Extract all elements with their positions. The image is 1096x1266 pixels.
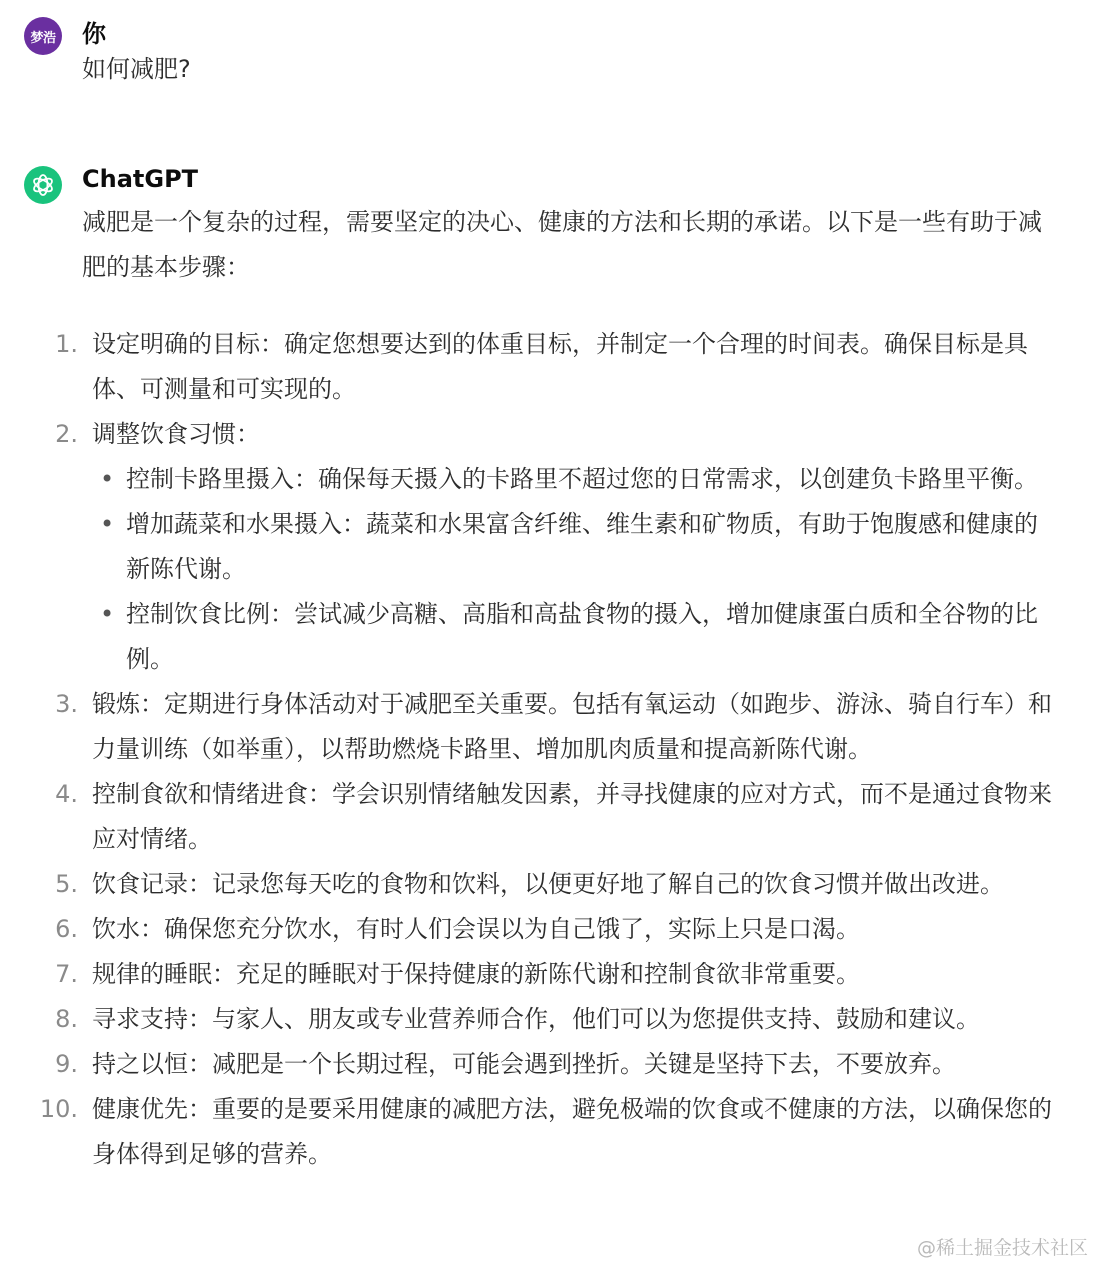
bullet-icon: • bbox=[100, 465, 115, 493]
steps-list bbox=[39, 322, 1054, 1177]
step-number: 9. bbox=[55, 1050, 78, 1078]
step-number: 4. bbox=[55, 780, 78, 808]
step-number: 5. bbox=[55, 870, 78, 898]
sub-list-item bbox=[100, 457, 1054, 502]
step-text: 锻炼：定期进行身体活动对于减肥至关重要。包括有氧运动（如跑步、游泳、骑自行车）和力量训练（如举重），以帮助燃烧卡路里、增加肌肉质量和提高新陈代谢。 bbox=[92, 690, 1052, 763]
sub-item-text: 控制饮食比例：尝试减少高糖、高脂和高盐食物的摄入，增加健康蛋白质和全谷物的比例。 bbox=[126, 600, 1038, 673]
sub-item-text: 控制卡路里摄入：确保每天摄入的卡路里不超过您的日常需求，以创建负卡路里平衡。 bbox=[126, 465, 1038, 493]
step-number: 1. bbox=[55, 330, 78, 358]
bullet-icon: • bbox=[100, 510, 115, 538]
openai-logo-svg bbox=[30, 172, 56, 198]
step-item bbox=[55, 682, 1054, 772]
step-item bbox=[55, 862, 1054, 907]
step-item bbox=[55, 322, 1054, 412]
assistant-intro: 减肥是一个复杂的过程，需要坚定的决心、健康的方法和长期的承诺。以下是一些有助于减肥的基本步骤： bbox=[82, 208, 1042, 281]
step-text: 控制食欲和情绪进食：学会识别情绪触发因素，并寻找健康的应对方式，而不是通过食物来应对情绪。 bbox=[92, 780, 1052, 853]
step-item bbox=[55, 1042, 1054, 1087]
step-text: 健康优先：重要的是要采用健康的减肥方法，避免极端的饮食或不健康的方法，以确保您的身体得到足够的营养。 bbox=[92, 1095, 1052, 1168]
step-number: 7. bbox=[55, 960, 78, 988]
sub-list bbox=[92, 457, 1054, 682]
step-number: 10. bbox=[39, 1095, 78, 1123]
step-item bbox=[39, 1087, 1054, 1177]
watermark: @稀土掘金技术社区 bbox=[916, 1237, 1088, 1259]
user-message-text: 如何减肥? bbox=[82, 55, 191, 83]
user-avatar-text: 梦浩 bbox=[30, 30, 56, 46]
step-text: 持之以恒：减肥是一个长期过程，可能会遇到挫折。关键是坚持下去，不要放弃。 bbox=[92, 1050, 956, 1078]
user-avatar bbox=[24, 17, 62, 55]
step-text: 设定明确的目标：确定您想要达到的体重目标，并制定一个合理的时间表。确保目标是具体、可测量和可实现的。 bbox=[92, 330, 1028, 403]
step-text: 饮水：确保您充分饮水，有时人们会误以为自己饿了，实际上只是口渴。 bbox=[92, 915, 860, 943]
sub-item-text: 增加蔬菜和水果摄入：蔬菜和水果富含纤维、维生素和矿物质，有助于饱腹感和健康的新陈代谢。 bbox=[126, 510, 1038, 583]
step-number: 8. bbox=[55, 1005, 78, 1033]
step-text: 规律的睡眠：充足的睡眠对于保持健康的新陈代谢和控制食欲非常重要。 bbox=[92, 960, 860, 988]
user-name: 你 bbox=[82, 20, 106, 48]
assistant-name: ChatGPT bbox=[82, 165, 199, 193]
step-number: 6. bbox=[55, 915, 78, 943]
sub-list-item bbox=[100, 592, 1054, 682]
step-item bbox=[55, 907, 1054, 952]
step-text: 寻求支持：与家人、朋友或专业营养师合作，他们可以为您提供支持、鼓励和建议。 bbox=[92, 1005, 980, 1033]
step-item bbox=[55, 952, 1054, 997]
step-item bbox=[55, 997, 1054, 1042]
step-item bbox=[55, 772, 1054, 862]
step-item bbox=[55, 412, 1054, 682]
step-number: 2. bbox=[55, 420, 78, 448]
openai-logo-icon bbox=[24, 166, 62, 204]
step-number: 3. bbox=[55, 690, 78, 718]
sub-list-item bbox=[100, 502, 1054, 592]
bullet-icon: • bbox=[100, 600, 115, 628]
step-text: 饮食记录：记录您每天吃的食物和饮料，以便更好地了解自己的饮食习惯并做出改进。 bbox=[92, 870, 1004, 898]
step-text: 调整饮食习惯： bbox=[92, 420, 260, 448]
